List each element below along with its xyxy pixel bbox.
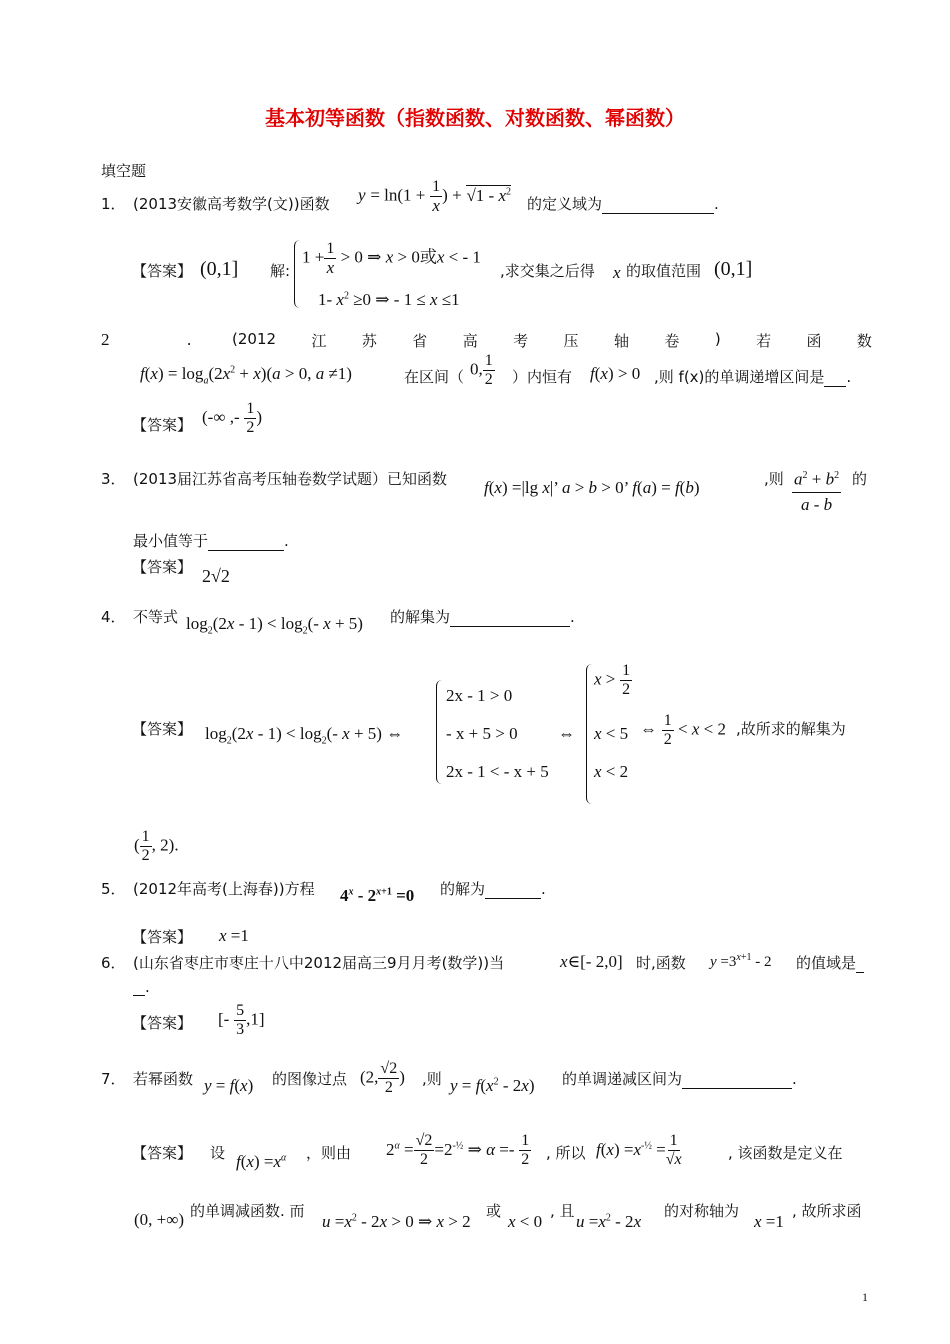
q4-answer-tail: ,故所求的解集为 xyxy=(736,720,846,738)
q2-after: ）内恒有 xyxy=(512,368,573,386)
q7-prefix: 若幂函数 xyxy=(133,1070,194,1088)
q3-de: 的 xyxy=(852,470,868,488)
q6-answer-label: 【答案】 xyxy=(132,1014,193,1032)
q6-source: (山东省枣庄市枣庄十八中2012届高三9月月考(数学))当 xyxy=(133,954,505,972)
q3-source: (2013届江苏省高考压轴卷数学试题）已知函数 xyxy=(133,470,448,488)
q4-prefix: 不等式 xyxy=(133,608,179,626)
q7-tail: 的单调递减区间为 . xyxy=(562,1070,797,1088)
q4-sys2-line: x < 2 xyxy=(594,762,629,781)
q5-answer-label: 【答案】 xyxy=(132,928,193,946)
q4-sys2-line: x < 5 xyxy=(594,724,629,743)
q6-expression: $y =3^{x+1} - 2$ xyxy=(710,952,772,970)
q2-answer-label: 【答案】 xyxy=(132,416,193,434)
q4-sys1-line: 2x - 1 < - x + 5 xyxy=(446,762,549,781)
q7-line3-x1: x =1 xyxy=(754,1212,784,1231)
q4-answer-label: 【答案】 xyxy=(132,720,193,738)
q6-condition: x∈[- 2,0] xyxy=(560,952,623,971)
q1-number: 1． xyxy=(101,195,126,213)
q6-tail-continued: . xyxy=(133,978,150,996)
q4-expression: $\log_2(2x - 1) < \log_2(-$ x + 5) xyxy=(186,614,363,637)
q1-brace xyxy=(294,240,301,308)
q7-answer-label: 【答案】 xyxy=(132,1144,193,1162)
q7-then: ,则 xyxy=(422,1070,442,1088)
q4-iff: ⇔ xyxy=(558,724,575,743)
q7-interval: (0, +∞) xyxy=(134,1210,185,1229)
q7-line3-u: $u =x^2 - 2x > 0$ ⇒ x > 2 xyxy=(322,1212,471,1231)
q4-brace2 xyxy=(586,664,593,804)
q7-answer-def: , 该函数是定义在 xyxy=(728,1144,843,1162)
q4-tail: 的解集为 . xyxy=(390,608,575,626)
q3-then: ,则 xyxy=(764,470,784,488)
q2-end: ,则 f(x)的单调递增区间是 . xyxy=(654,368,852,386)
q6-number: 6． xyxy=(101,954,126,972)
q7-answer-so: , 所以 xyxy=(546,1144,586,1162)
q7-answer-equation: $2^\alpha$ = $\frac{√2}{2}$ $=2^{-\frac{1}{2}}$ ⇒ α =- $\frac{1}{2}$ xyxy=(386,1132,530,1168)
q7-answer-then: ，则由 xyxy=(306,1144,352,1162)
q1-tail: 的定义域为 . xyxy=(527,195,719,213)
q7-line3-u2: $u =x^2 - 2x$ xyxy=(576,1212,642,1231)
page-number: 1 xyxy=(862,1290,868,1304)
q4-sys2-line: x > $\frac{1}{2}$ xyxy=(594,662,631,698)
q7-number: 7． xyxy=(101,1070,126,1088)
q1-solution-line2: 1- $x^2 \ge 0$ ⇒ - 1 ≤ x ≤1 xyxy=(318,290,460,309)
q7-answer-she: 设 xyxy=(210,1144,226,1162)
q5-tail: 的解为 . xyxy=(440,880,546,898)
q4-answer-expression: $\log_2(2x - 1) < \log_2(-$ x + 5) ⇔ xyxy=(205,724,404,747)
q7-mid: 的图像过点 xyxy=(272,1070,348,1088)
q4-chain: ⇔ $\frac{1}{2}$ < x < 2 xyxy=(640,712,727,748)
q4-sys1-line: 2x - 1 > 0 xyxy=(446,686,513,705)
q2-mid: 在区间（ xyxy=(404,368,465,386)
q2-interval: 0, $\frac{1}{2}$ xyxy=(470,352,493,388)
q7-line3-or: 或 xyxy=(486,1202,502,1220)
q3-answer: 2√2 xyxy=(202,566,230,586)
q3-number: 3． xyxy=(101,470,126,488)
q7-answer-fx: $f(x) =x^\alpha$ xyxy=(236,1152,287,1171)
q7-line3-end: , 故所求函 xyxy=(792,1202,862,1220)
page-title: 基本初等函数（指数函数、对数函数、幂函数） xyxy=(265,106,685,130)
section-heading: 填空题 xyxy=(101,162,147,180)
q7-answer-fx2: $f(x) =x^{-\frac{1}{2}}$ = $\frac{1}{√x}$ xyxy=(596,1132,682,1168)
q7-line3-and: , 且 xyxy=(550,1202,575,1220)
q2-condition: f(x) > 0 xyxy=(590,364,641,383)
q2-number: 2 xyxy=(101,330,110,349)
q6-answer: [- $\frac{5}{3}$ ,1] xyxy=(218,1002,265,1038)
q5-number: 5． xyxy=(101,880,126,898)
q1-solution-var: x xyxy=(613,263,621,282)
q5-answer: x =1 xyxy=(219,926,249,945)
q7-line3-x0: x < 0 xyxy=(508,1212,543,1231)
q7-expression2: $y = f(x^2 - 2x)$ xyxy=(450,1076,535,1095)
q1-expression: y = ln(1 + $\frac{1}{x}$ ) + $√1 - x^2$ xyxy=(358,178,512,215)
q7-expression1: y = f(x) xyxy=(204,1076,254,1095)
q2-expression: $f(x) = \log_a(2x^2 + x)(a > 0$, a ≠1) xyxy=(140,364,352,387)
q1-solution-mid: ,求交集之后得 xyxy=(500,262,595,280)
q1-solution-range: (0,1] xyxy=(714,258,753,280)
q7-line3-a: 的单调减函数. 而 xyxy=(190,1202,305,1220)
q5-expression: $4^x - 2^{x+1} =0$ xyxy=(340,886,415,905)
q2-dot: . xyxy=(187,330,192,349)
q3-fraction: $\frac{a^2 + b^2}{a - b}$ xyxy=(792,464,841,517)
q7-point: (2, $\frac{√2}{2}$ ) xyxy=(360,1060,405,1096)
q2-answer: (-∞ ,- $\frac{1}{2}$ ) xyxy=(202,400,263,436)
q1-solution-end: 的取值范围 xyxy=(626,262,702,280)
q1-solution-prefix: 解: xyxy=(270,262,291,280)
q1-source: (2013安徽高考数学(文))函数 xyxy=(133,195,330,213)
q7-line3-axis: 的对称轴为 xyxy=(664,1202,740,1220)
q4-brace1 xyxy=(436,680,443,784)
q4-sys1-line: - x + 5 > 0 xyxy=(446,724,518,743)
q1-solution-line1: 1 + $\frac{1}{x}$ > 0 ⇒ x > 0或x < - 1 xyxy=(302,240,481,277)
q6-mid: 时,函数 xyxy=(636,954,686,972)
q3-answer-label: 【答案】 xyxy=(132,558,193,576)
q2-source: (2012 江 苏 省 高 考 压 轴 卷 ) 若 函 数 xyxy=(232,330,872,350)
q6-tail: 的值域是 xyxy=(796,952,864,973)
q4-number: 4． xyxy=(101,608,126,626)
q1-answer-label: 【答案】 xyxy=(132,262,193,280)
q1-answer: (0,1] xyxy=(200,258,239,280)
q3-expression: f(x) =|lg x|’ a > b > 0’ f(a) = f(b) xyxy=(484,478,700,497)
q5-source: (2012年高考(上海春))方程 xyxy=(133,880,315,898)
q3-line2: 最小值等于 . xyxy=(133,532,289,550)
q4-final: ( $\frac{1}{2}$ , 2). xyxy=(134,828,179,864)
